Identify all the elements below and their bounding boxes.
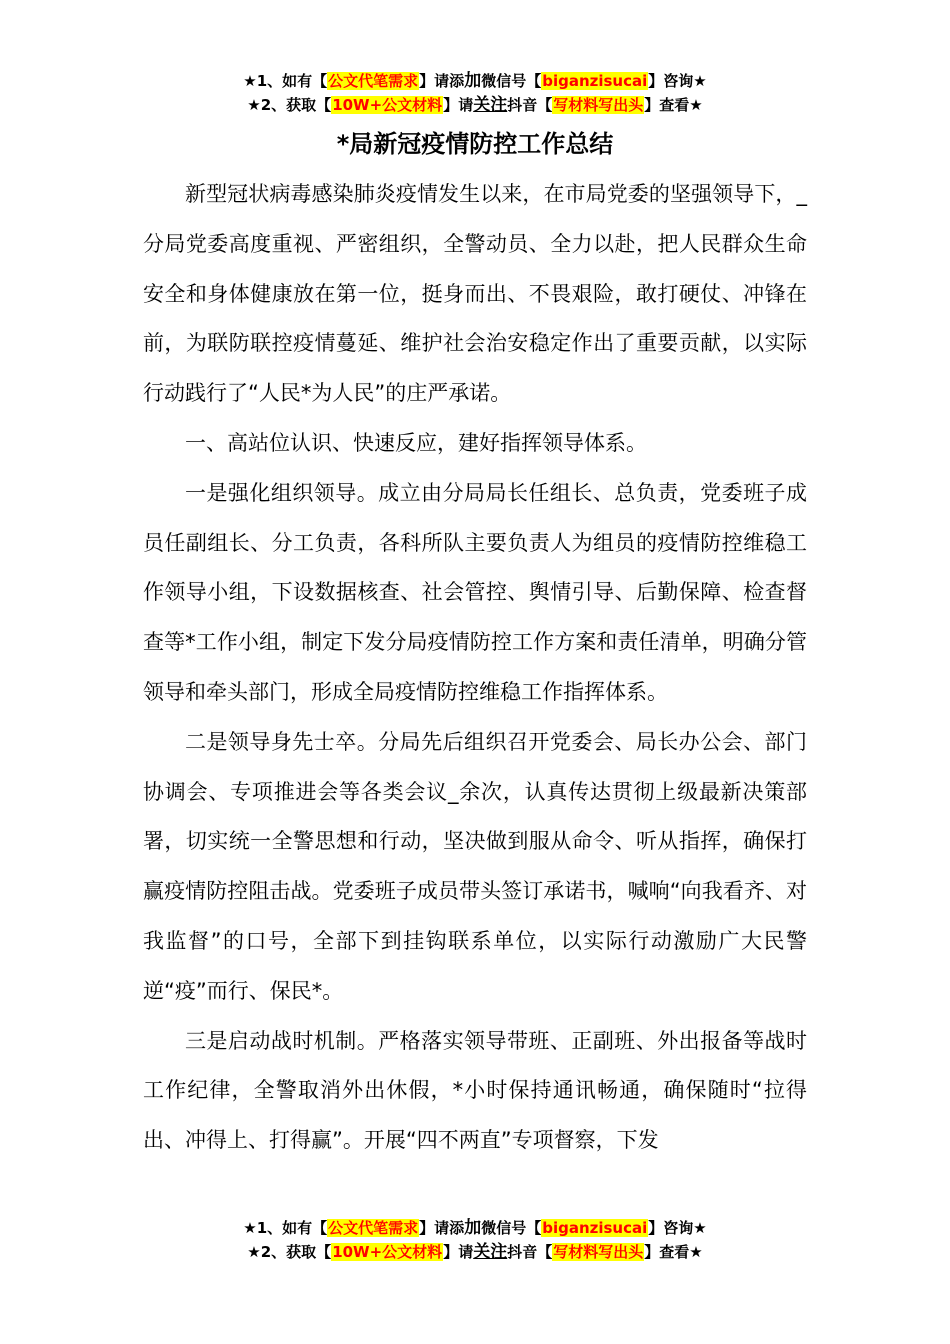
paragraph-point-2: 二是领导身先士卒。分局先后组织召开党委会、局长办公会、部门协调会、专项推进会等各类会议_余次，认真传达贯彻上级最新决策部署，切实统一全警思想和行动，坚决做到服从命令、听从指挥，确保打赢疫情防控阻击战。党委班子成员带头签订承诺书，喊响“向我看齐、对我监督”的口号，全部下到挂钩联系单位，以实际行动激励广大民警逆“疫”而行、保民*。 [143, 729, 807, 1003]
banner-text: 】请添 [419, 72, 465, 90]
highlight-service: 公文代笔需求 [328, 72, 419, 90]
banner-text: ★1、如有【 [243, 1219, 328, 1237]
banner-text: 】查看★ [644, 1243, 703, 1261]
banner-text: ★1、如有【 [243, 72, 328, 90]
footer-banner-line-1 [0, 1217, 950, 1239]
header-banner-line-1 [0, 70, 950, 92]
highlight-service: 公文代笔需求 [328, 1219, 419, 1237]
highlight-materials: 10W+公文材料 [332, 1243, 443, 1261]
banner-text-emphasis: 加 [464, 1218, 482, 1238]
banner-text: 】请添 [419, 1219, 465, 1237]
document-title: *局新冠疫情防控工作总结 [336, 130, 614, 158]
banner-text: 抖音【 [507, 1243, 553, 1261]
banner-text-emphasis: 加 [464, 71, 482, 91]
highlight-douyin-account: 写材料写出头 [553, 96, 644, 114]
footer-banner-line-2 [0, 1241, 950, 1263]
banner-text: 微信号【 [481, 72, 542, 90]
highlight-douyin-account: 写材料写出头 [553, 1243, 644, 1261]
highlight-materials: 10W+公文材料 [332, 96, 443, 114]
header-banner-line-2 [0, 94, 950, 116]
banner-text: 】请 [443, 1243, 474, 1261]
document-body [143, 170, 807, 1166]
section-heading: 一、高站位认识、快速反应，建好指挥领导体系。 [185, 430, 647, 455]
paragraph-intro: 新型冠状病毒感染肺炎疫情发生以来，在市局党委的坚强领导下，_分局党委高度重视、严密组织，全警动员、全力以赴，把人民群众生命安全和身体健康放在第一位，挺身而出、不畏艰险，敢打硬仗、冲锋在前，为联防联控疫情蔓延、维护社会治安稳定作出了重要贡献，以实际行动践行了“人民*为人民”的庄严承诺。 [143, 182, 807, 406]
banner-text: 】查看★ [644, 96, 703, 114]
paragraph-point-1: 一是强化组织领导。成立由分局局长任组长、总负责，党委班子成员任副组长、分工负责，各科所队主要负责人为组员的疫情防控维稳工作领导小组，下设数据核查、社会管控、舆情引导、后勤保障、检查督查等*工作小组，制定下发分局疫情防控工作方案和责任清单，明确分管领导和牵头部门，形成全局疫情防控维稳工作指挥体系。 [143, 480, 807, 704]
banner-text: 抖音【 [507, 96, 553, 114]
banner-text: 】咨询★ [648, 1219, 707, 1237]
banner-text: ★2、获取【 [247, 96, 332, 114]
highlight-wechat-id: biganzisucai [542, 72, 648, 90]
banner-text: 】咨询★ [648, 72, 707, 90]
banner-text-emphasis: 关注 [473, 1242, 508, 1262]
banner-text: 】请 [443, 96, 474, 114]
banner-text: ★2、获取【 [247, 1243, 332, 1261]
paragraph-point-3: 三是启动战时机制。严格落实领导带班、正副班、外出报备等战时工作纪律，全警取消外出休假，*小时保持通讯畅通，确保随时“拉得出、冲得上、打得赢”。开展“四不两直”专项督察，下发 [143, 1028, 807, 1153]
banner-text-emphasis: 关注 [473, 95, 508, 115]
highlight-wechat-id: biganzisucai [542, 1219, 648, 1237]
banner-text: 微信号【 [481, 1219, 542, 1237]
